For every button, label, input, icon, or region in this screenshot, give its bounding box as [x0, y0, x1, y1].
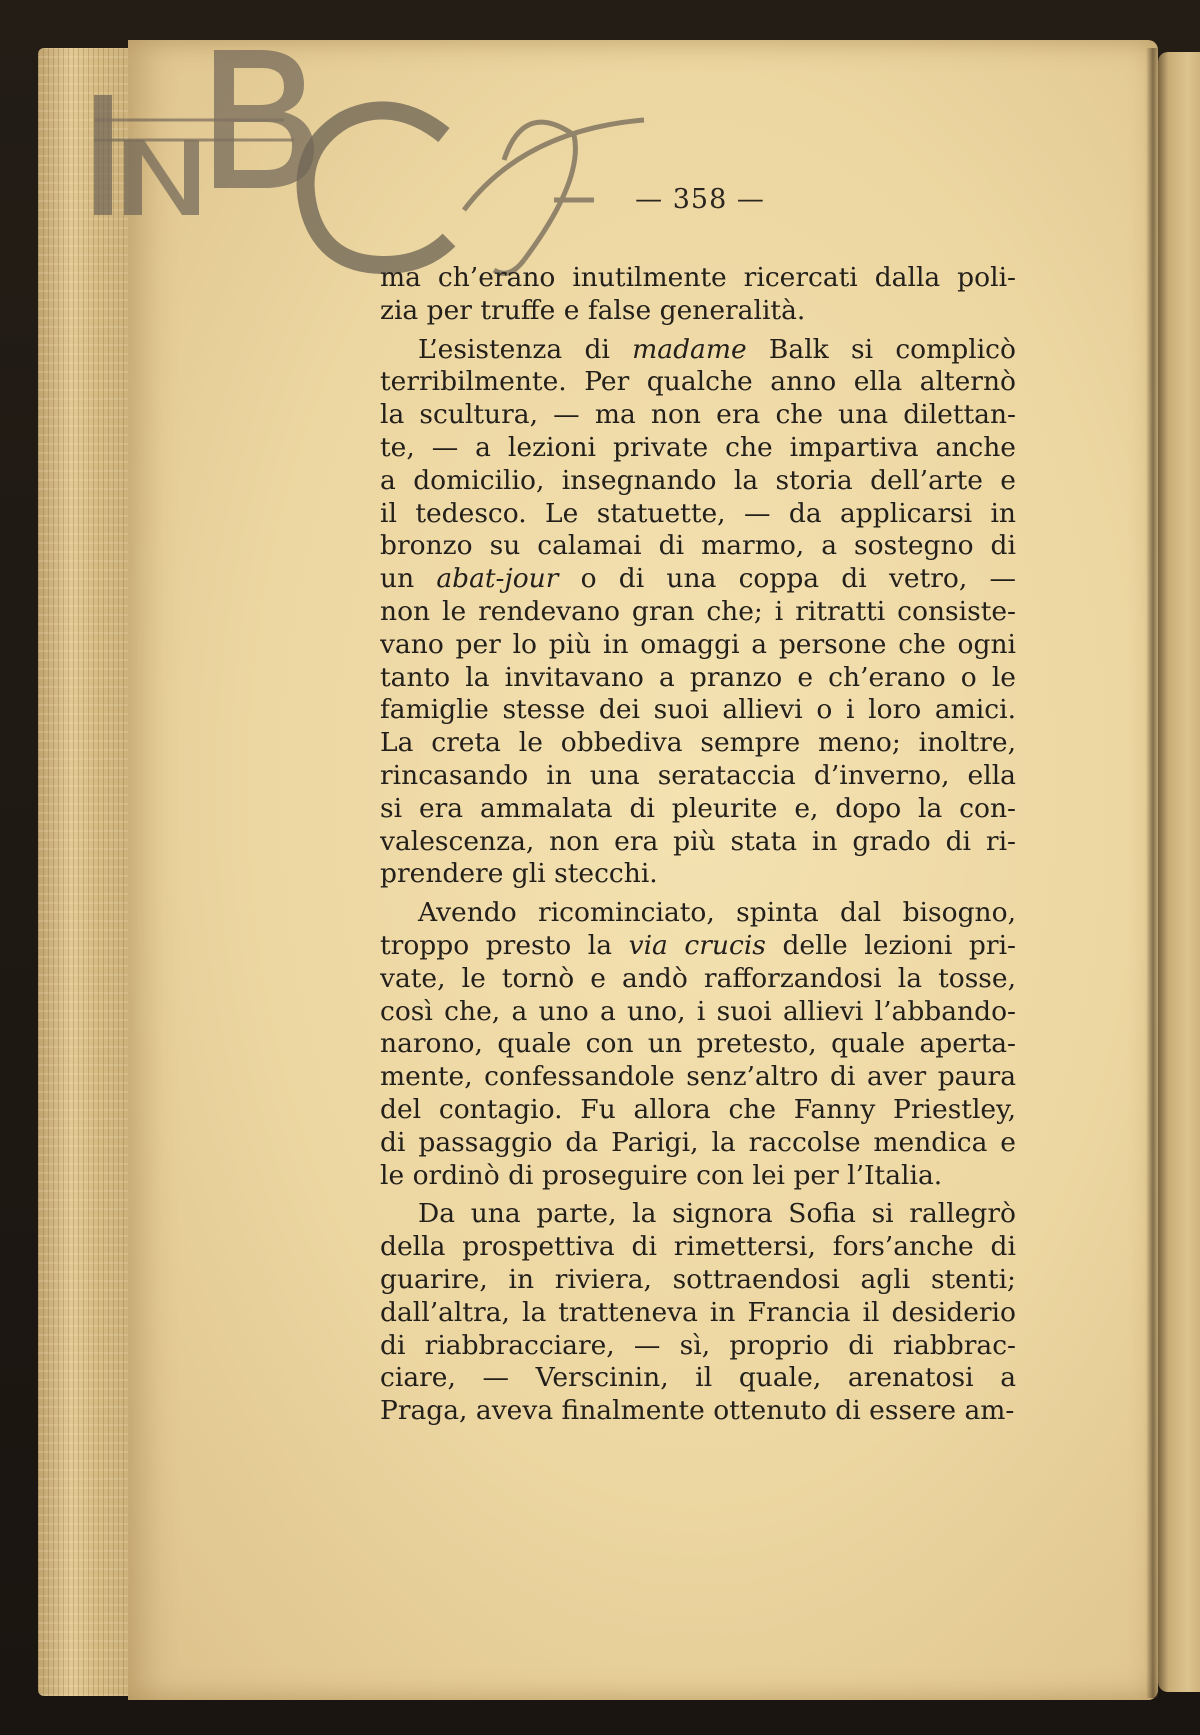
paragraph — [380, 262, 1016, 328]
text-segment: delle lezioni pri- — [765, 929, 1016, 961]
text-line: così che, a uno a uno, i suoi allievi l’abbando- — [380, 995, 1016, 1027]
text-line: narono, quale con un pretesto, quale aperta- — [380, 1028, 1016, 1060]
text-line: della prospettiva di rimettersi, fors’anche di — [380, 1231, 1016, 1263]
text-line: a domicilio, insegnando la storia dell’arte e — [380, 464, 1016, 496]
text-line: la scultura, — ma non era che una dilettan- — [380, 399, 1016, 431]
text-line: dall’altra, la tratteneva in Francia il desiderio — [380, 1296, 1016, 1328]
text-line: zia per truffe e false generalità. — [380, 294, 806, 326]
text-line: rincasando in una serataccia d’inverno, ella — [380, 759, 1016, 791]
text-line: del contagio. Fu allora che Fanny Priestley, — [380, 1093, 1016, 1125]
text-segment: L’esistenza di — [418, 333, 633, 365]
text-segment: Balk si complicò — [746, 333, 1016, 365]
text-segment: troppo presto la — [380, 929, 629, 961]
text-segment: o di una coppa di vetro, — — [558, 563, 1016, 595]
page-number: — 358 — — [635, 184, 765, 215]
text-line: non le rendevano gran che; i ritratti consiste- — [380, 595, 1016, 627]
text-line: Avendo ricominciato, spinta dal bisogno, — [418, 897, 1016, 929]
paragraph — [380, 334, 1016, 892]
facing-page-edge — [1158, 52, 1200, 1692]
text-line: si era ammalata di pleurite e, dopo la con- — [380, 792, 1016, 824]
italic-text: abat-jour — [436, 563, 559, 595]
text-line: famiglie stesse dei suoi allievi o i loro amici. — [380, 694, 1016, 726]
text-line: terribilmente. Per qualche anno ella alternò — [380, 366, 1016, 398]
text-line: vate, le tornò e andò rafforzandosi la tosse, — [380, 962, 1016, 994]
text-line: bronzo su calamai di marmo, a sostegno di — [380, 530, 1016, 562]
italic-text: madame — [632, 333, 747, 365]
text-line — [380, 563, 1016, 596]
text-line — [380, 334, 1016, 367]
text-line: di passaggio da Parigi, la raccolse mendica e — [380, 1126, 1016, 1158]
text-line: mente, confessandole senz’altro di aver paura — [380, 1061, 1016, 1093]
text-line: Da una parte, la signora Sofia si rallegrò — [418, 1198, 1016, 1230]
text-line: prendere gli stecchi. — [380, 858, 658, 890]
text-line: tanto la invitavano a pranzo e ch’erano o le — [380, 661, 1016, 693]
text-line — [380, 930, 1016, 963]
paragraph — [380, 1198, 1016, 1428]
page-edges — [38, 48, 134, 1696]
text-line: ciare, — Verscinin, il quale, arenatosi a — [380, 1362, 1016, 1394]
body-text — [380, 262, 1016, 1428]
text-line: te, — a lezioni private che impartiva anche — [380, 431, 1016, 463]
text-line: La creta le obbediva sempre meno; inoltre, — [380, 727, 1016, 759]
text-line: di riabbracciare, — sì, proprio di riabbrac- — [380, 1329, 1016, 1361]
text-segment: un — [380, 563, 437, 595]
text-line: valescenza, non era più stata in grado di ri- — [380, 825, 1016, 857]
paragraph — [380, 897, 1016, 1192]
text-line: guarire, in riviera, sottraendosi agli stenti; — [380, 1263, 1016, 1295]
text-line: vano per lo più in omaggi a persone che ogni — [380, 628, 1016, 660]
text-line: le ordinò di proseguire con lei per l’Italia. — [380, 1159, 943, 1191]
italic-text: via crucis — [628, 929, 766, 961]
text-line: il tedesco. Le statuette, — da applicarsi in — [380, 497, 1016, 529]
text-line: Praga, aveva finalmente ottenuto di essere am- — [380, 1395, 1015, 1427]
text-line: ma ch’erano inutilmente ricercati dalla poli- — [380, 262, 1016, 293]
bncf-watermark-logo — [54, 40, 714, 290]
